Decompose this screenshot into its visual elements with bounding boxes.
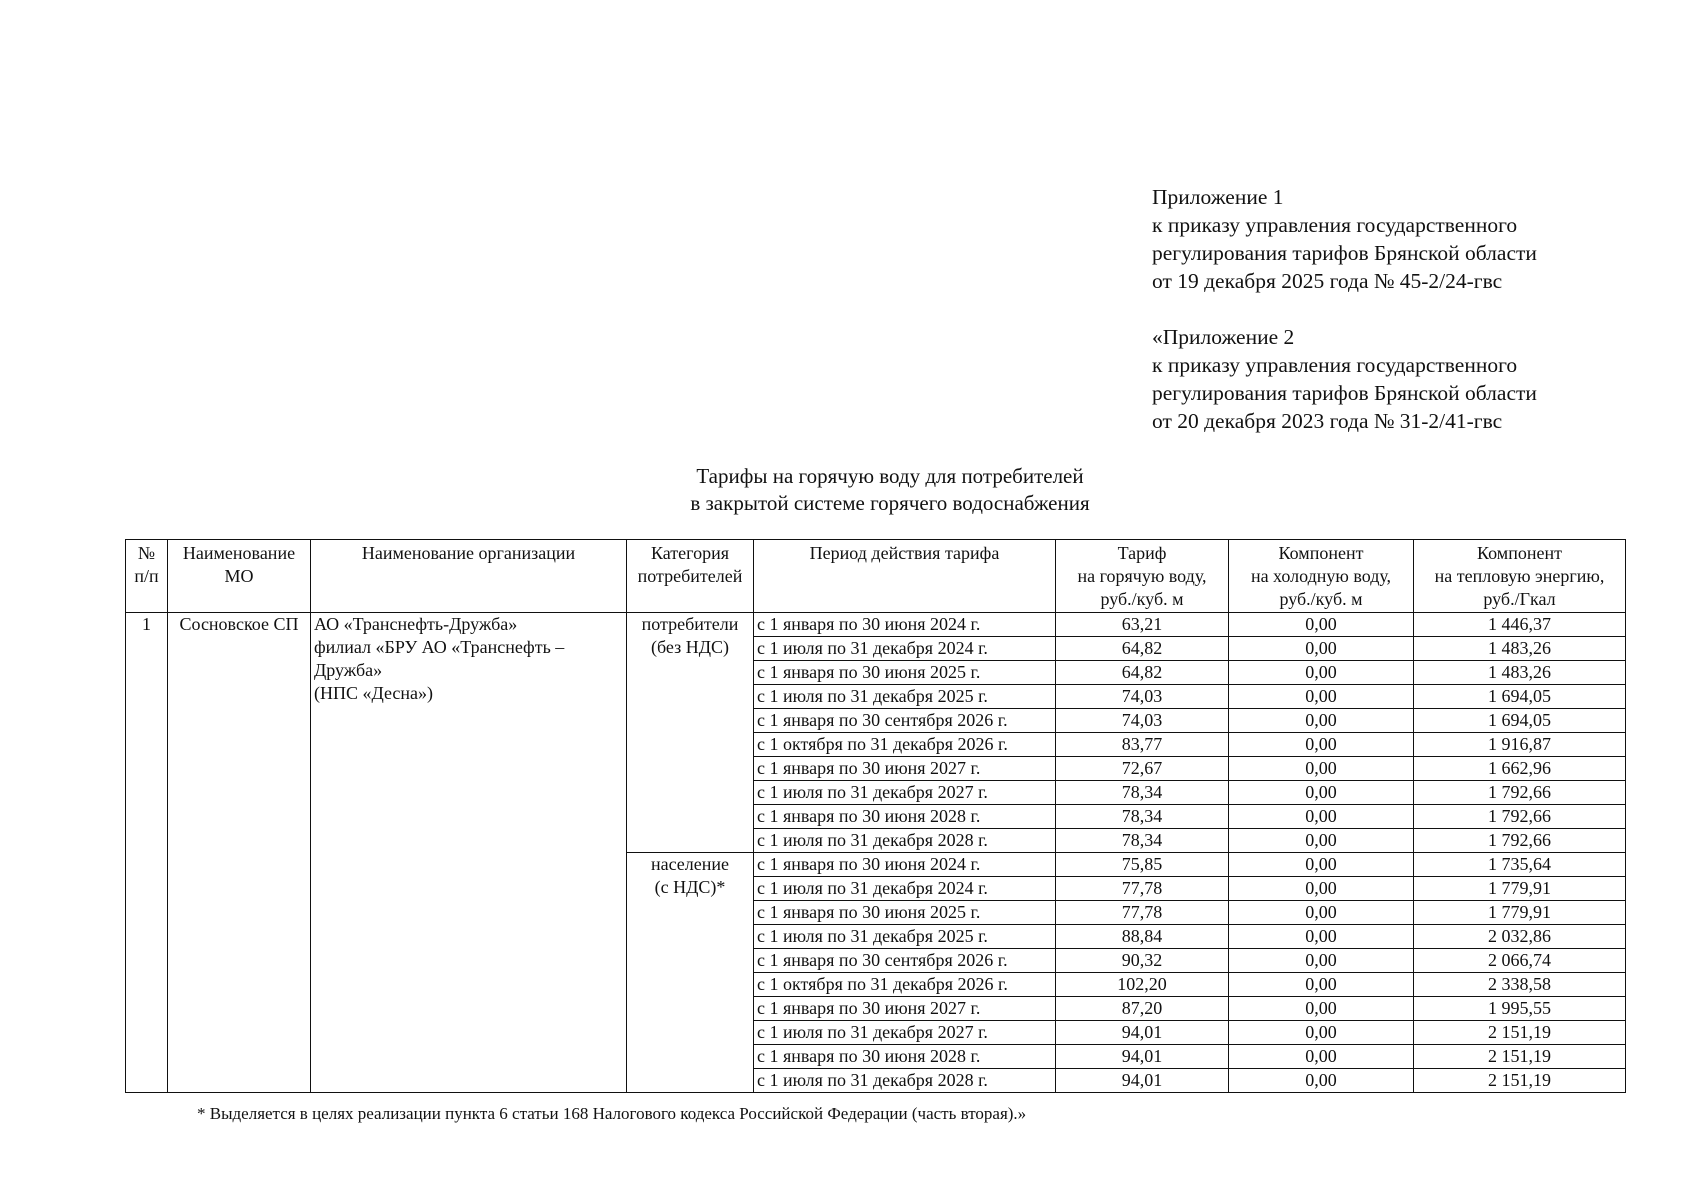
cold-water-component-cell: 0,00 xyxy=(1229,877,1414,901)
heat-component-cell: 1 483,26 xyxy=(1414,661,1626,685)
header-period: Период действия тарифа xyxy=(754,540,1056,613)
category-line: население xyxy=(650,854,730,874)
tariffs-table xyxy=(125,539,1626,1093)
period-cell: с 1 июля по 31 декабря 2027 г. xyxy=(754,1021,1056,1045)
cold-water-component-cell: 0,00 xyxy=(1229,781,1414,805)
cold-water-component-cell: 0,00 xyxy=(1229,1069,1414,1093)
document-title xyxy=(560,463,1220,517)
period-cell: с 1 января по 30 июня 2025 г. xyxy=(754,901,1056,925)
period-cell: с 1 января по 30 июня 2028 г. xyxy=(754,805,1056,829)
heat-component-cell: 1 916,87 xyxy=(1414,733,1626,757)
appendix-1-block xyxy=(1152,183,1672,295)
table-header-row xyxy=(126,540,1626,613)
cold-water-component-cell: 0,00 xyxy=(1229,613,1414,637)
period-cell: с 1 октября по 31 декабря 2026 г. xyxy=(754,733,1056,757)
appendix-1-line: от 19 декабря 2025 года № 45-2/24-гвс xyxy=(1152,269,1503,293)
tariff-cell: 64,82 xyxy=(1056,661,1229,685)
heat-component-cell: 1 694,05 xyxy=(1414,709,1626,733)
category-cell xyxy=(627,853,754,1093)
tariff-cell: 78,34 xyxy=(1056,781,1229,805)
appendix-2-block xyxy=(1152,323,1672,435)
appendix-1-line: к приказу управления государственного xyxy=(1152,213,1518,237)
tariff-cell: 77,78 xyxy=(1056,901,1229,925)
category-line: потребители xyxy=(641,614,739,634)
tariff-cell: 87,20 xyxy=(1056,997,1229,1021)
heat-component-cell: 1 779,91 xyxy=(1414,877,1626,901)
cold-water-component-cell: 0,00 xyxy=(1229,949,1414,973)
header-num: № п/п xyxy=(126,540,168,613)
tariff-cell: 102,20 xyxy=(1056,973,1229,997)
table-row xyxy=(126,613,1626,637)
cold-water-component-cell: 0,00 xyxy=(1229,829,1414,853)
heat-component-cell: 1 792,66 xyxy=(1414,829,1626,853)
organization-line: АО «Транснефть-Дружба» xyxy=(314,614,518,634)
tariff-cell: 74,03 xyxy=(1056,685,1229,709)
heat-component-cell: 1 662,96 xyxy=(1414,757,1626,781)
header-organization: Наименование организации xyxy=(311,540,627,613)
period-cell: с 1 июля по 31 декабря 2025 г. xyxy=(754,685,1056,709)
tariff-cell: 72,67 xyxy=(1056,757,1229,781)
cold-water-component-cell: 0,00 xyxy=(1229,757,1414,781)
cold-water-component-cell: 0,00 xyxy=(1229,853,1414,877)
heat-component-cell: 2 151,19 xyxy=(1414,1021,1626,1045)
appendix-2-line: от 20 декабря 2023 года № 31-2/41-гвс xyxy=(1152,409,1503,433)
header-cold-water-component: Компонент на холодную воду, руб./куб. м xyxy=(1229,540,1414,613)
period-cell: с 1 октября по 31 декабря 2026 г. xyxy=(754,973,1056,997)
period-cell: с 1 июля по 31 декабря 2028 г. xyxy=(754,1069,1056,1093)
period-cell: с 1 января по 30 сентября 2026 г. xyxy=(754,709,1056,733)
cold-water-component-cell: 0,00 xyxy=(1229,925,1414,949)
cold-water-component-cell: 0,00 xyxy=(1229,901,1414,925)
organization-line: филиал «БРУ АО «Транснефть – xyxy=(314,637,565,657)
appendix-1-line: Приложение 1 xyxy=(1152,185,1284,209)
organization-line: (НПС «Десна») xyxy=(314,683,434,703)
footnote: * Выделяется в целях реализации пункта 6 статьи 168 Налогового кодекса Российской Федерации (часть вторая).» xyxy=(197,1104,1027,1123)
appendix-2-line: к приказу управления государственного xyxy=(1152,353,1518,377)
tariff-cell: 63,21 xyxy=(1056,613,1229,637)
header-mo: Наименование МО xyxy=(168,540,311,613)
tariff-cell: 88,84 xyxy=(1056,925,1229,949)
heat-component-cell: 2 066,74 xyxy=(1414,949,1626,973)
period-cell: с 1 июля по 31 декабря 2025 г. xyxy=(754,925,1056,949)
cold-water-component-cell: 0,00 xyxy=(1229,733,1414,757)
cold-water-component-cell: 0,00 xyxy=(1229,637,1414,661)
row-number-cell: 1 xyxy=(126,613,168,1093)
tariff-cell: 94,01 xyxy=(1056,1069,1229,1093)
period-cell: с 1 июля по 31 декабря 2028 г. xyxy=(754,829,1056,853)
cold-water-component-cell: 0,00 xyxy=(1229,973,1414,997)
heat-component-cell: 2 151,19 xyxy=(1414,1045,1626,1069)
period-cell: с 1 июля по 31 декабря 2024 г. xyxy=(754,637,1056,661)
heat-component-cell: 1 735,64 xyxy=(1414,853,1626,877)
period-cell: с 1 июля по 31 декабря 2027 г. xyxy=(754,781,1056,805)
category-cell xyxy=(627,613,754,853)
tariff-cell: 94,01 xyxy=(1056,1045,1229,1069)
category-line: (без НДС) xyxy=(650,637,729,657)
heat-component-cell: 1 446,37 xyxy=(1414,613,1626,637)
cold-water-component-cell: 0,00 xyxy=(1229,1045,1414,1069)
period-cell: с 1 июля по 31 декабря 2024 г. xyxy=(754,877,1056,901)
header-tariff: Тариф на горячую воду, руб./куб. м xyxy=(1056,540,1229,613)
period-cell: с 1 января по 30 июня 2027 г. xyxy=(754,997,1056,1021)
heat-component-cell: 1 792,66 xyxy=(1414,781,1626,805)
heat-component-cell: 2 032,86 xyxy=(1414,925,1626,949)
tariff-cell: 78,34 xyxy=(1056,805,1229,829)
organization-cell xyxy=(311,613,627,1093)
heat-component-cell: 2 338,58 xyxy=(1414,973,1626,997)
period-cell: с 1 января по 30 июня 2024 г. xyxy=(754,613,1056,637)
period-cell: с 1 января по 30 июня 2024 г. xyxy=(754,853,1056,877)
title-line-1: Тарифы на горячую воду для потребителей xyxy=(696,464,1084,488)
appendix-2-line: «Приложение 2 xyxy=(1152,325,1295,349)
cold-water-component-cell: 0,00 xyxy=(1229,1021,1414,1045)
organization-line: Дружба» xyxy=(314,660,383,680)
category-line: (с НДС)* xyxy=(654,877,726,897)
cold-water-component-cell: 0,00 xyxy=(1229,685,1414,709)
cold-water-component-cell: 0,00 xyxy=(1229,661,1414,685)
appendix-1-line: регулирования тарифов Брянской области xyxy=(1152,241,1537,265)
tariff-cell: 90,32 xyxy=(1056,949,1229,973)
heat-component-cell: 2 151,19 xyxy=(1414,1069,1626,1093)
heat-component-cell: 1 694,05 xyxy=(1414,685,1626,709)
tariff-cell: 74,03 xyxy=(1056,709,1229,733)
table-body xyxy=(126,613,1626,1093)
tariff-cell: 77,78 xyxy=(1056,877,1229,901)
tariff-cell: 64,82 xyxy=(1056,637,1229,661)
tariff-cell: 83,77 xyxy=(1056,733,1229,757)
period-cell: с 1 января по 30 июня 2025 г. xyxy=(754,661,1056,685)
heat-component-cell: 1 995,55 xyxy=(1414,997,1626,1021)
tariff-cell: 94,01 xyxy=(1056,1021,1229,1045)
title-line-2: в закрытой системе горячего водоснабжения xyxy=(690,491,1090,515)
tariff-cell: 78,34 xyxy=(1056,829,1229,853)
period-cell: с 1 января по 30 сентября 2026 г. xyxy=(754,949,1056,973)
tariff-cell: 75,85 xyxy=(1056,853,1229,877)
heat-component-cell: 1 779,91 xyxy=(1414,901,1626,925)
period-cell: с 1 января по 30 июня 2027 г. xyxy=(754,757,1056,781)
mo-name-cell: Сосновское СП xyxy=(168,613,311,1093)
header-category: Категория потребителей xyxy=(627,540,754,613)
cold-water-component-cell: 0,00 xyxy=(1229,709,1414,733)
header-heat-component: Компонент на тепловую энергию, руб./Гкал xyxy=(1414,540,1626,613)
heat-component-cell: 1 483,26 xyxy=(1414,637,1626,661)
cold-water-component-cell: 0,00 xyxy=(1229,997,1414,1021)
period-cell: с 1 января по 30 июня 2028 г. xyxy=(754,1045,1056,1069)
cold-water-component-cell: 0,00 xyxy=(1229,805,1414,829)
heat-component-cell: 1 792,66 xyxy=(1414,805,1626,829)
appendix-2-line: регулирования тарифов Брянской области xyxy=(1152,381,1537,405)
